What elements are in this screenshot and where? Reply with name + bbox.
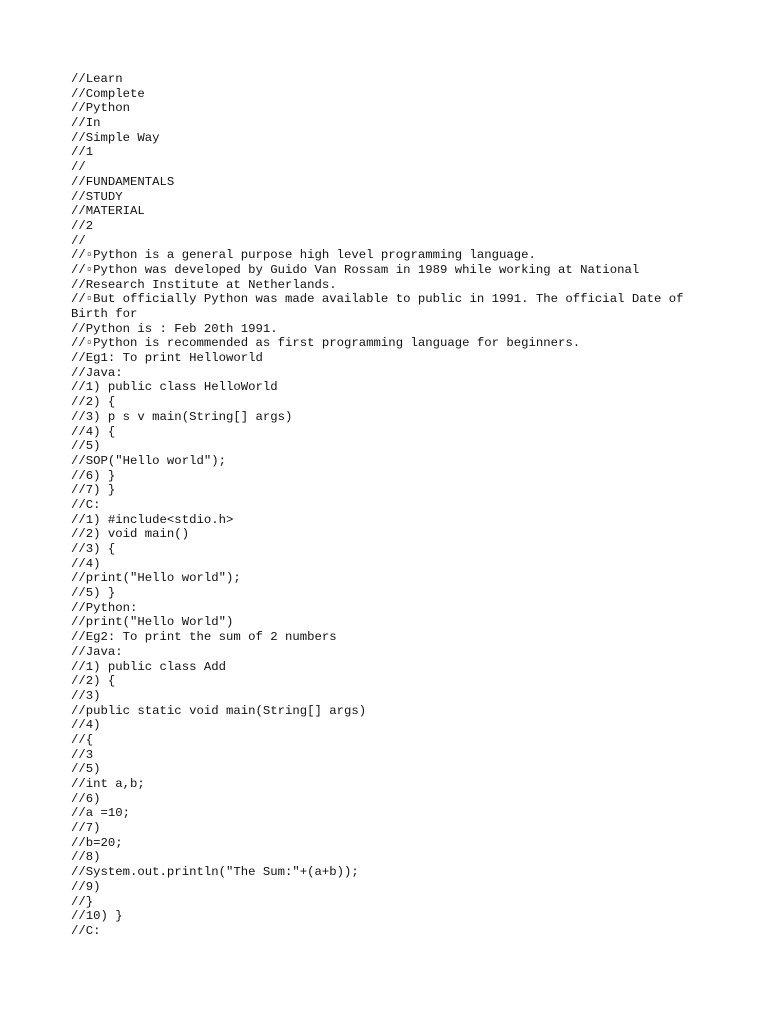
text-line: //SOP("Hello world"); [71,453,226,468]
text-line: //6) [71,791,101,806]
text-line: //4) [71,718,101,733]
text-line: //int a,b; [71,777,145,791]
text-line: //▫Python is a general purpose high level programming language. [71,248,536,263]
text-line: //3) p s v main(String[] args) [71,409,293,424]
text-line: //6) } [71,468,116,483]
text-line: //Python: [71,600,138,615]
text-line: //public static void main(String[] args) [71,703,367,718]
text-line: //Complete [71,86,145,101]
text-line: //STUDY [71,189,123,204]
text-line: //7) [71,821,101,836]
text-line: //a =10; [71,806,131,821]
text-line: //2) { [71,395,116,410]
text-line: //▫But officially Python was made available to public in 1991. The official Date of [71,292,684,307]
text-line: //{ [71,732,94,747]
text-line: //3) [71,688,101,703]
text-line: //3) { [71,542,116,556]
text-line: //5) } [71,586,116,601]
text-line: //MATERIAL [71,204,145,219]
text-line: //2 [71,218,94,233]
text-line: // [71,233,86,248]
document-page [71,72,711,939]
text-line: //4) { [71,424,116,439]
text-line: //Simple Way [71,130,160,145]
text-line: //8) [71,850,101,865]
text-line: //2) void main() [71,527,190,542]
text-line: //Java: [71,644,123,659]
text-line: //In [71,116,101,131]
text-line: //5) [71,439,101,454]
text-line: //3 [71,747,94,762]
text-line: //1 [71,145,94,160]
text-line: //} [71,894,94,909]
text-line: //C: [71,923,101,938]
text-line: //10) } [71,909,123,924]
text-line: //Learn [71,72,123,86]
text-line: //▫Python is recommended as first programming language for beginners. [71,336,581,351]
text-line: //1) public class HelloWorld [71,380,278,395]
code-text-block [71,72,711,939]
text-line: //Research Institute at Netherlands. [71,277,337,292]
text-line: //4) [71,556,101,571]
text-line: //print("Hello World") [71,615,234,630]
text-line: //▫Python was developed by Guido Van Rossam in 1989 while working at National [71,262,640,277]
text-line: //C: [71,497,101,512]
text-line: //System.out.println("The Sum:"+(a+b)); [71,865,359,880]
text-line: //Python [71,101,131,116]
text-line: //1) #include<stdio.h> [71,512,234,527]
text-line: //print("Hello world"); [71,571,241,586]
text-line: //9) [71,879,101,894]
text-line: //2) { [71,674,116,689]
text-line: //7) } [71,483,116,498]
text-line: //Python is : Feb 20th 1991. [71,321,278,336]
text-line: //FUNDAMENTALS [71,174,175,189]
text-line: // [71,160,86,175]
text-line: //Eg2: To print the sum of 2 numbers [71,630,337,645]
text-line: //b=20; [71,835,123,850]
text-line: //5) [71,762,101,777]
text-line: //Eg1: To print Helloworld [71,351,263,366]
text-line: //1) public class Add [71,659,226,674]
text-line: Birth for [71,307,138,321]
text-line: //Java: [71,365,123,380]
